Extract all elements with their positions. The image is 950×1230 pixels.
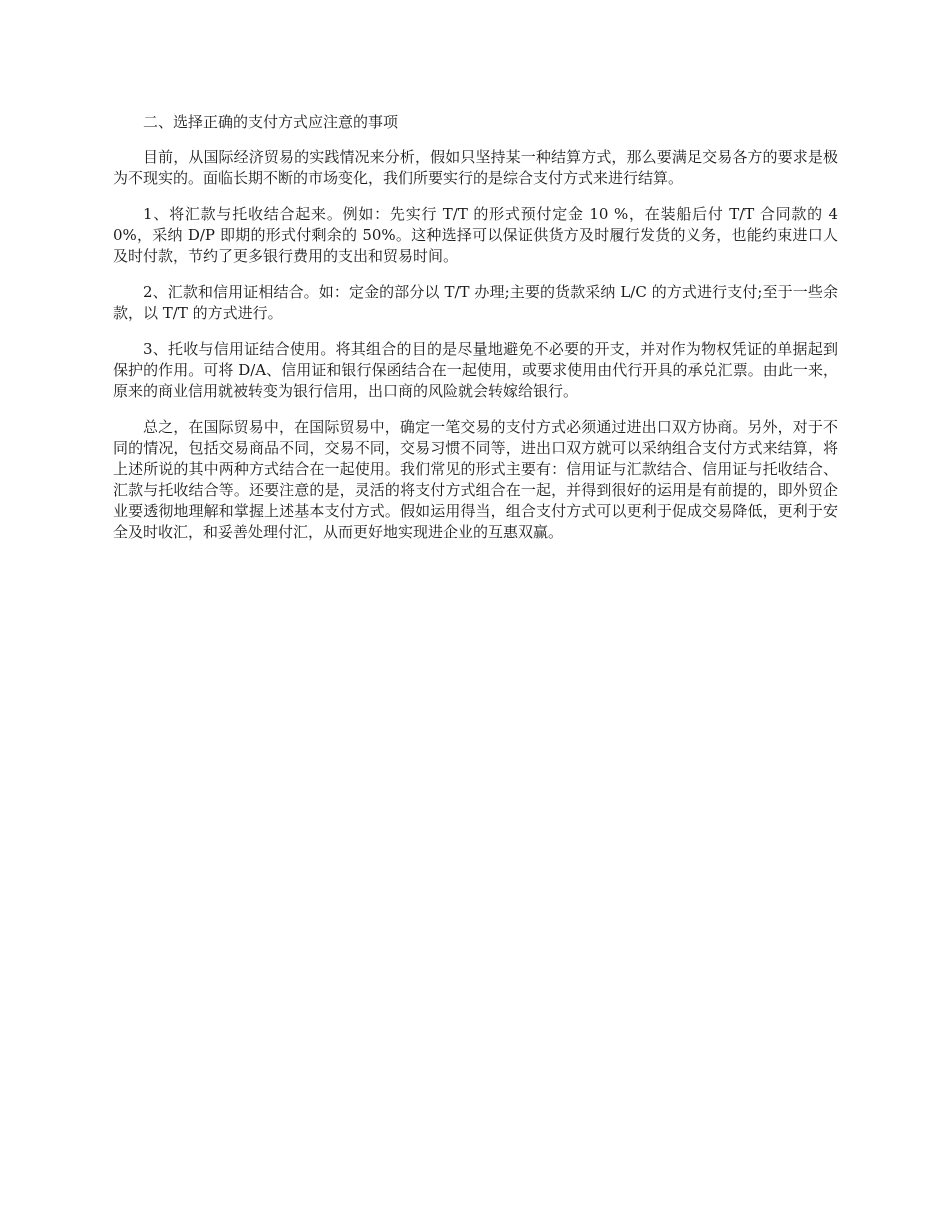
paragraph-item-3: 3、托收与信用证结合使用。将其组合的目的是尽量地避免不必要的开支，并对作为物权凭证的单据起到保护的作用。可将 D/A、信用证和银行保函结合在一起使用，或要求使用由代行开具的承兑汇票。由此一来，原来的商业信用就被转变为银行信用，出口商的风险就会转嫁给银行。 (113, 340, 838, 400)
section-heading: 二、选择正确的支付方式应注意的事项 (143, 113, 399, 131)
paragraph-intro: 目前，从国际经济贸易的实践情况来分析，假如只坚持某一种结算方式，那么要满足交易各方的要求是极为不现实的。面临长期不断的市场变化，我们所要实行的是综合支付方式来进行结算。 (113, 148, 838, 187)
paragraph-item-2: 2、汇款和信用证相结合。如：定金的部分以 T/T 办理;主要的货款采纳 L/C 的方式进行支付;至于一些余款，以 T/T 的方式进行。 (113, 283, 838, 322)
document-page (113, 112, 838, 558)
paragraph-conclusion: 总之，在国际贸易中，在国际贸易中，确定一笔交易的支付方式必须通过进出口双方协商。另外，对于不同的情况，包括交易商品不同，交易不同，交易习惯不同等，进出口双方就可以采纳组合支付方式来结算，将上述所说的其中两种方式结合在一起使用。我们常见的形式主要有：信用证与汇款结合、信用证与托收结合、汇款与托收结合等。还要注意的是，灵活的将支付方式组合在一起，并得到很好的运用是有前提的，即外贸企业要透彻地理解和掌握上述基本支付方式。假如运用得当，组合支付方式可以更利于促成交易降低，更利于安全及时收汇，和妥善处理付汇，从而更好地实现进企业的互惠双赢。 (113, 418, 838, 541)
paragraph-item-1: 1、将汇款与托收结合起来。例如：先实行 T/T 的形式预付定金 10 %，在装船后付 T/T 合同款的 40%，采纳 D/P 即期的形式付剩余的 50%。这种选择可以保证供货方及时履行发货的义务，也能约束进口人及时付款，节约了更多银行费用的支出和贸易时间。 (113, 205, 838, 265)
